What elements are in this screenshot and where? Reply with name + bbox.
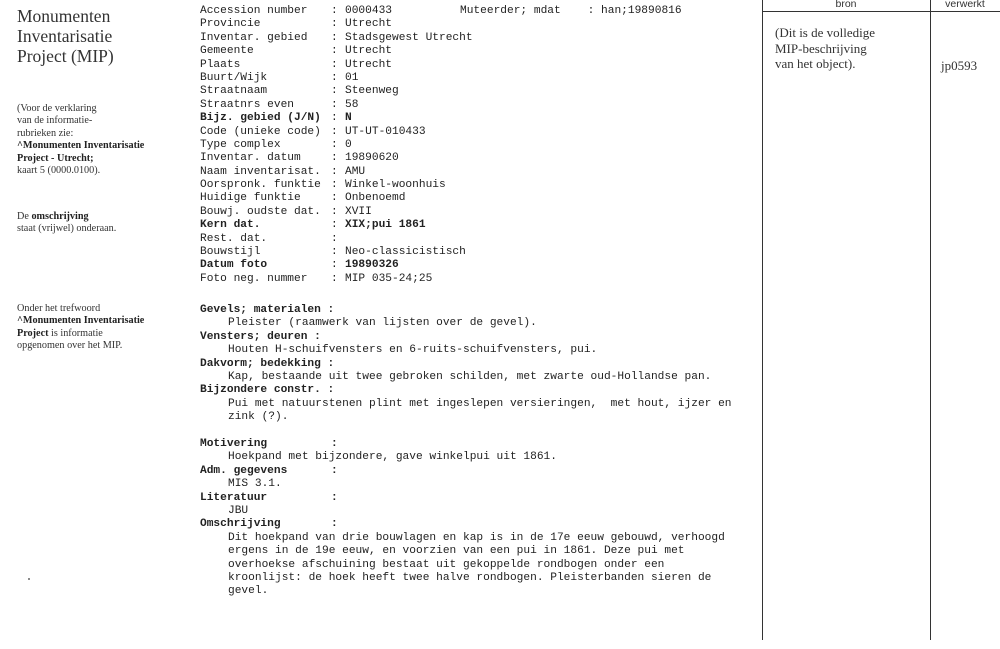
- note-line: van de informatie-: [17, 115, 93, 127]
- field-label: Foto neg. nummer: [200, 272, 308, 285]
- field-value: Utrecht: [345, 58, 392, 71]
- bron-note-line: van het object).: [775, 56, 856, 71]
- note-bold: Project: [17, 327, 49, 339]
- field-label: Bouwstijl: [200, 246, 261, 259]
- field-colon: :: [331, 45, 338, 58]
- field-value: MIP 035-24;25: [345, 272, 433, 285]
- field-label: Rest. dat.: [200, 232, 268, 245]
- muteerder-label: Muteerder; mdat: [460, 5, 561, 17]
- field-value: AMU: [345, 165, 366, 178]
- section-heading-text: Literatuur: [200, 491, 268, 504]
- section-text-line: MIS 3.1.: [228, 478, 282, 491]
- field-colon: :: [331, 5, 338, 17]
- field-colon: :: [331, 31, 338, 44]
- field-value: Onbenoemd: [345, 192, 406, 205]
- field-value: Stadsgewest Utrecht: [345, 31, 473, 44]
- field-colon: :: [331, 232, 338, 245]
- field-colon: :: [331, 125, 338, 138]
- field-colon: :: [331, 152, 338, 165]
- field-value: Utrecht: [345, 18, 392, 31]
- verwerkt-header: verwerkt: [945, 0, 985, 10]
- bron-note: [775, 25, 925, 72]
- section-text-line: Hoekpand met bijzondere, gave winkelpui uit 1861.: [228, 451, 557, 464]
- note-text: De: [17, 211, 32, 222]
- field-colon: :: [331, 112, 338, 125]
- section-text-line: JBU: [228, 504, 249, 517]
- field-colon: :: [331, 246, 338, 259]
- section-text-line: kroonlijst: de hoek heeft twee halve rondbogen. Pleisterbanden sieren de: [228, 571, 712, 584]
- field-label: Bijz. gebied (J/N): [200, 112, 321, 125]
- note-bold: ^Monumenten Inventarisatie: [17, 315, 145, 327]
- field-value: UT-UT-010433: [345, 125, 426, 138]
- section-text-line: zink (?).: [228, 411, 289, 424]
- field-colon: :: [331, 165, 338, 178]
- muteerder-value: han;19890816: [601, 5, 682, 17]
- field-colon: :: [331, 18, 338, 31]
- field-colon: :: [331, 58, 338, 71]
- bron-note-line: (Dit is de volledige: [775, 25, 876, 40]
- note-legend: [17, 103, 182, 177]
- section-heading: [200, 331, 732, 344]
- section-heading: [200, 518, 732, 531]
- field-label: Inventar. gebied: [200, 31, 308, 44]
- field-label: Gemeente: [200, 45, 254, 58]
- field-label: Code (unieke code): [200, 125, 321, 138]
- note-line: Onder het trefwoord: [17, 303, 101, 314]
- section-text-line: ergens in de 19e eeuw, en voorzien van een pui in 1861. Deze pui met: [228, 545, 685, 558]
- section-text-line: overhoekse afschuining bestaat uit gekoppelde rondbogen onder een: [228, 558, 665, 571]
- field-label: Plaats: [200, 58, 241, 71]
- field-value: 58: [345, 98, 359, 111]
- field-value: 19890620: [345, 152, 399, 165]
- section-heading-text: Adm. gegevens: [200, 464, 288, 477]
- section-text-line: Pui met natuurstenen plint met ingeslepen versieringen, met hout, ijzer en: [228, 397, 732, 410]
- field-label: Bouwj. oudste dat.: [200, 205, 321, 218]
- header-rule: [762, 11, 1000, 12]
- field-colon: :: [331, 98, 338, 111]
- note-bold: omschrijving: [31, 211, 89, 222]
- section-text-line: gevel.: [228, 585, 269, 598]
- field-value: 0: [345, 138, 352, 151]
- note-line: (Voor de verklaring: [17, 103, 97, 114]
- field-value: Steenweg: [345, 85, 399, 98]
- field-colon: :: [331, 205, 338, 218]
- section-heading-text: Vensters; deuren :: [200, 330, 321, 343]
- note-text: is informatie: [48, 327, 103, 339]
- field-value: 0000433: [345, 5, 392, 17]
- spacer: [200, 425, 732, 438]
- field-label: Provincie: [200, 18, 261, 31]
- section-heading-text: Motivering: [200, 437, 268, 450]
- field-label: Buurt/Wijk: [200, 71, 268, 84]
- section-text-line: Kap, bestaande uit twee gebroken schilden, met zwarte oud-Hollandse pan.: [228, 370, 712, 383]
- note-line: rubrieken zie:: [17, 127, 74, 139]
- speck: [28, 578, 30, 580]
- section-heading-text: Bijzondere constr. :: [200, 384, 335, 397]
- field-colon: :: [331, 192, 338, 205]
- note-bold: Project - Utrecht;: [17, 152, 94, 164]
- field-value: N: [345, 112, 352, 125]
- title-line: Inventarisatie: [17, 26, 113, 46]
- section-heading: [200, 384, 732, 397]
- muteerder-field: [460, 5, 682, 18]
- verwerkt-code: jp0593: [941, 58, 978, 73]
- section-colon: :: [331, 491, 338, 504]
- field-value: XVII: [345, 205, 372, 218]
- section-text-line: Houten H-schuifvensters en 6-ruits-schuifvensters, pui.: [228, 344, 598, 357]
- column-divider: [930, 0, 931, 640]
- note-omschrijving: [17, 211, 182, 236]
- note-trefwoord: [17, 303, 182, 353]
- title-line: Project (MIP): [17, 46, 114, 66]
- note-line: opgenomen over het MIP.: [17, 340, 123, 352]
- column-divider: [762, 0, 763, 640]
- section-text-line: Dit hoekpand van drie bouwlagen en kap is in de 17e eeuw gebouwd, verhoogd: [228, 531, 725, 544]
- section-heading: [200, 465, 732, 478]
- field-colon: :: [331, 138, 338, 151]
- bron-header: bron: [835, 0, 857, 10]
- field-value: 19890326: [345, 259, 399, 272]
- section-heading-text: Gevels; materialen :: [200, 304, 335, 316]
- field-label: Huidige funktie: [200, 192, 301, 205]
- field-value: Neo-classicistisch: [345, 246, 466, 259]
- mip-title: [17, 6, 187, 66]
- left-column: [17, 6, 187, 66]
- field-colon: :: [331, 71, 338, 84]
- field-colon: :: [331, 85, 338, 98]
- section-colon: :: [331, 464, 338, 477]
- section-heading: [200, 438, 732, 451]
- field-label: Accession number: [200, 5, 308, 17]
- bron-note-line: MIP-beschrijving: [775, 40, 867, 56]
- section-colon: :: [331, 518, 338, 531]
- field-label: Type complex: [200, 138, 281, 151]
- field-value: Utrecht: [345, 45, 392, 58]
- field-label: Straatnaam: [200, 85, 268, 98]
- note-bold: ^Monumenten Inventarisatie: [17, 140, 145, 152]
- section-text-line: Pleister (raamwerk van lijsten over de gevel).: [228, 317, 537, 330]
- title-line: Monumenten: [17, 6, 111, 26]
- field-colon: :: [331, 272, 338, 285]
- section-heading: [200, 304, 732, 317]
- field-colon: :: [331, 219, 338, 232]
- field-value: XIX;pui 1861: [345, 219, 426, 232]
- field-label: Naam inventarisat.: [200, 165, 321, 178]
- field-label: Oorspronk. funktie: [200, 179, 321, 192]
- field-colon: :: [560, 5, 602, 17]
- field-label: Inventar. datum: [200, 152, 301, 165]
- field-value: Winkel-woonhuis: [345, 179, 446, 192]
- note-line: kaart 5 (0000.0100).: [17, 165, 101, 177]
- field-value: 01: [345, 71, 359, 84]
- note-line: staat (vrijwel) onderaan.: [17, 223, 117, 235]
- section-colon: :: [331, 437, 338, 450]
- field-label: Kern dat.: [200, 219, 261, 232]
- field-colon: :: [331, 259, 338, 272]
- field-colon: :: [331, 179, 338, 192]
- field-label: Straatnrs even: [200, 98, 294, 111]
- section-heading: [200, 358, 732, 371]
- section-heading: [200, 492, 732, 505]
- field-label: Datum foto: [200, 259, 268, 272]
- section-heading-text: Omschrijving: [200, 518, 281, 531]
- record-description: [200, 304, 732, 599]
- section-heading-text: Dakvorm; bedekking :: [200, 357, 335, 370]
